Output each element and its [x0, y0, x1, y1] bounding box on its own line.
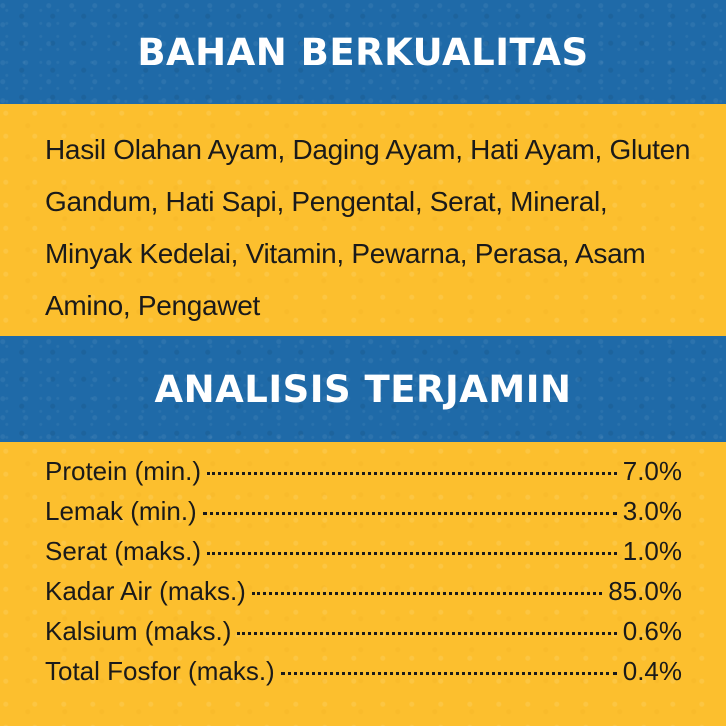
- ingredients-heading: BAHAN BERKUALITAS: [137, 30, 589, 74]
- analysis-label: Protein (min.): [45, 456, 202, 486]
- analysis-row-protein: [45, 456, 682, 496]
- analysis-table: [45, 456, 682, 696]
- analysis-row-calcium: [45, 616, 682, 656]
- ingredients-band: [0, 104, 726, 336]
- analysis-row-phosphorus: [45, 656, 682, 696]
- analysis-value: 0.4%: [622, 656, 682, 686]
- analysis-value: 85.0%: [608, 576, 682, 606]
- analysis-label: Total Fosfor (maks.): [45, 656, 275, 686]
- analysis-row-fiber: [45, 536, 682, 576]
- analysis-value: 0.6%: [622, 616, 682, 646]
- analysis-header-band: [0, 336, 726, 442]
- dot-leader: [207, 472, 617, 475]
- dot-leader: [281, 672, 617, 675]
- analysis-band: [0, 442, 726, 726]
- dot-leader: [237, 632, 616, 635]
- analysis-value: 7.0%: [622, 456, 682, 486]
- dot-leader: [203, 512, 617, 515]
- ingredients-header-band: [0, 0, 726, 104]
- analysis-row-moisture: [45, 576, 682, 616]
- analysis-label: Lemak (min.): [45, 496, 197, 526]
- analysis-label: Serat (maks.): [45, 536, 202, 566]
- analysis-label: Kadar Air (maks.): [45, 576, 246, 606]
- ingredients-text: Hasil Olahan Ayam, Daging Ayam, Hati Ayam, Gluten Gandum, Hati Sapi, Pengental, Serat, Mineral, Minyak Kedelai, Vitamin, Pewarna, Perasa, Asam Amino, Pengawet: [45, 134, 691, 321]
- analysis-row-fat: [45, 496, 682, 536]
- dot-leader: [207, 552, 617, 555]
- analysis-heading: ANALISIS TERJAMIN: [154, 367, 572, 411]
- dot-leader: [252, 592, 602, 595]
- analysis-value: 1.0%: [622, 536, 682, 566]
- analysis-value: 3.0%: [622, 496, 682, 526]
- analysis-label: Kalsium (maks.): [45, 616, 232, 646]
